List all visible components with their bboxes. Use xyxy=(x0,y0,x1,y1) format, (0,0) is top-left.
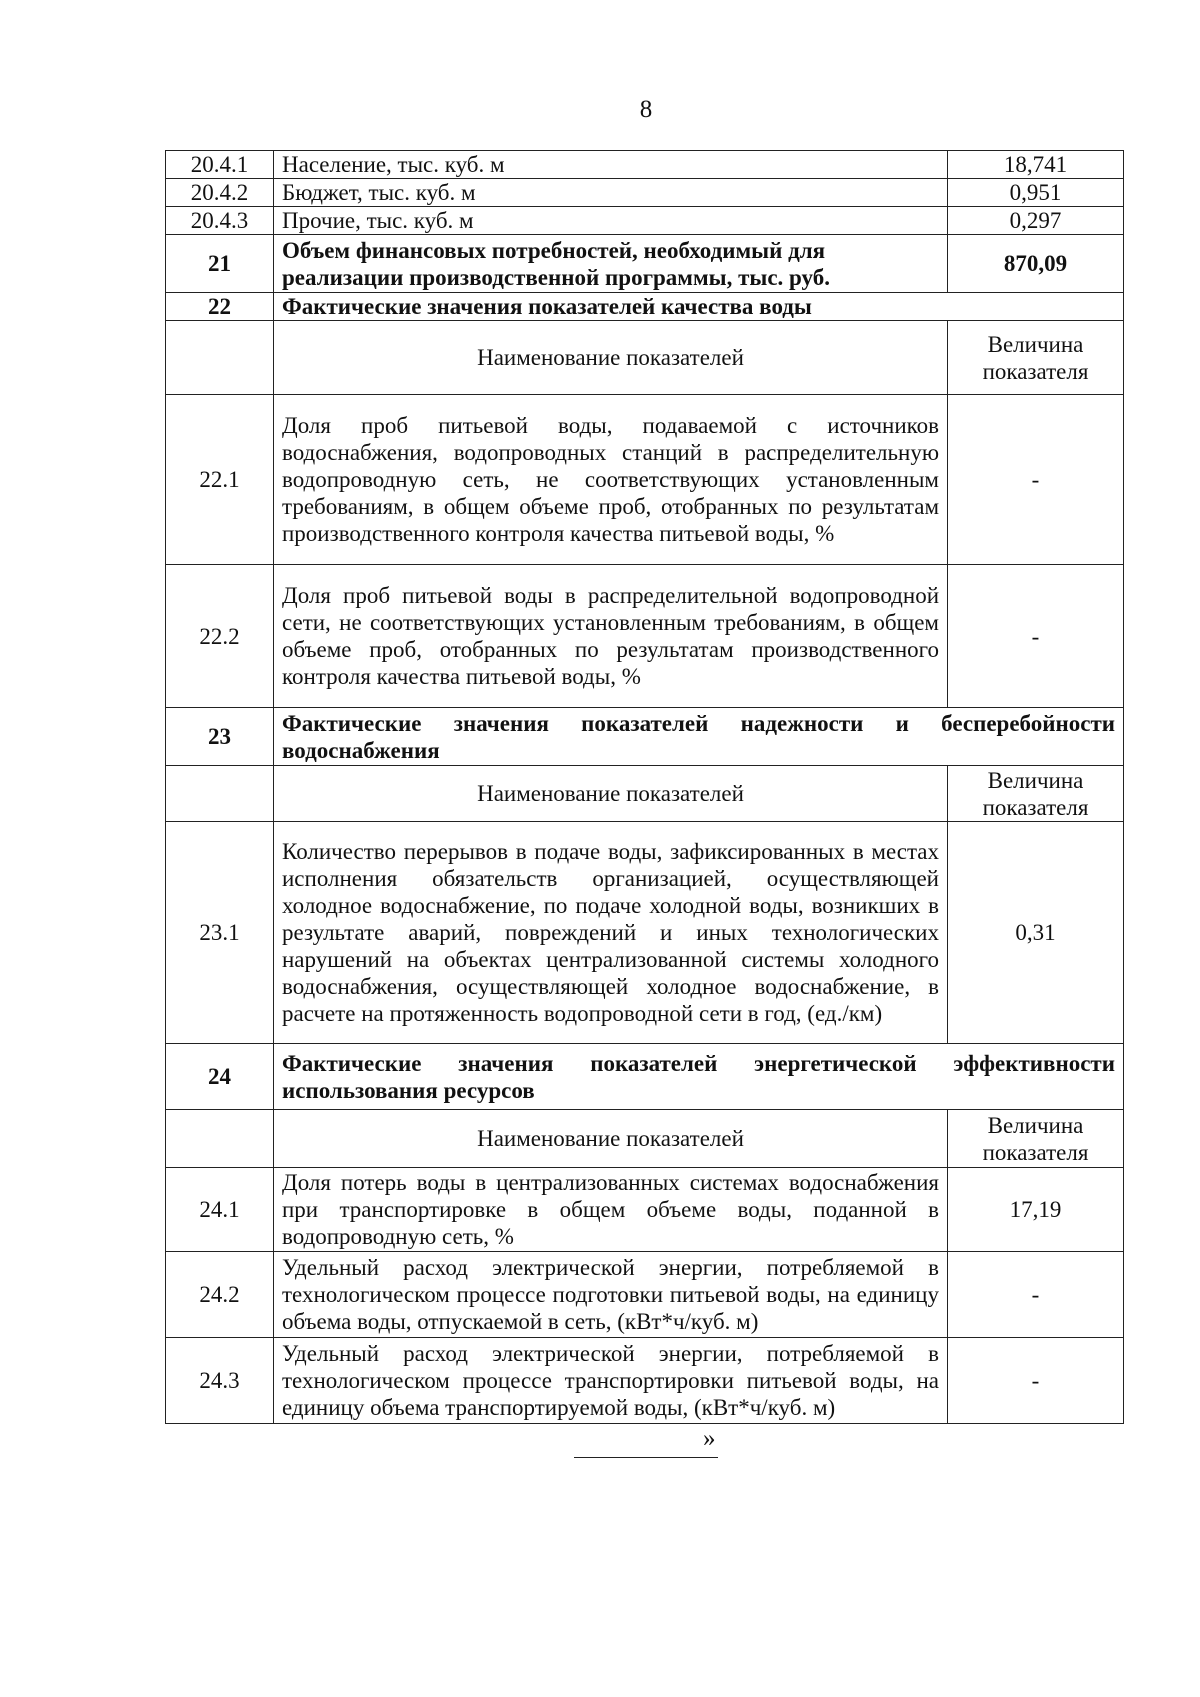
row-text: Удельный расход электрической энергии, потребляемой в технологическом процессе транспортировки питьевой воды, на единицу объема транспортируемой воды, (кВт*ч/куб. м) xyxy=(274,1338,948,1424)
section-number: 24 xyxy=(166,1044,274,1110)
table-row xyxy=(166,1168,1124,1252)
header-value: Величина показателя xyxy=(948,1110,1124,1168)
row-number: 20.4.1 xyxy=(166,151,274,179)
row-text: Удельный расход электрической энергии, потребляемой в технологическом процессе подготовки питьевой воды, на единицу объема воды, отпускаемой в сеть, (кВт*ч/куб. м) xyxy=(274,1252,948,1338)
header-row xyxy=(166,321,1124,395)
row-value: 0,297 xyxy=(948,207,1124,235)
header-number xyxy=(166,1110,274,1168)
row-number: 20.4.3 xyxy=(166,207,274,235)
row-number: 23.1 xyxy=(166,822,274,1044)
section-row xyxy=(166,708,1124,766)
section-title: Фактические значения показателей энергетической эффективности использования ресурсов xyxy=(274,1044,1124,1110)
row-text: Объем финансовых потребностей, необходимый для реализации производственной программы, тыс. руб. xyxy=(274,235,948,293)
table-row xyxy=(166,235,1124,293)
row-number: 24.3 xyxy=(166,1338,274,1424)
table-row xyxy=(166,1252,1124,1338)
row-number: 22.1 xyxy=(166,395,274,565)
header-name: Наименование показателей xyxy=(274,321,948,395)
row-text: Доля проб питьевой воды в распределительной водопроводной сети, не соответствующих установленным требованиям, в общем объеме проб, отобранных по результатам производственного контроля качества питьевой воды, % xyxy=(274,565,948,708)
table-row xyxy=(166,179,1124,207)
header-number xyxy=(166,321,274,395)
header-name: Наименование показателей xyxy=(274,1110,948,1168)
section-row xyxy=(166,293,1124,321)
row-value: 17,19 xyxy=(948,1168,1124,1252)
table-row xyxy=(166,395,1124,565)
row-text: Бюджет, тыс. куб. м xyxy=(274,179,948,207)
row-value: - xyxy=(948,395,1124,565)
closing-quote-mark: » xyxy=(703,1425,716,1452)
row-value: - xyxy=(948,1338,1124,1424)
header-value: Величина показателя xyxy=(948,321,1124,395)
section-row xyxy=(166,1044,1124,1110)
section-title: Фактические значения показателей качества воды xyxy=(274,293,1124,321)
row-text: Доля проб питьевой воды, подаваемой с источников водоснабжения, водопроводных станций в распределительную водопроводную сеть, не соответствующих установленным требованиям, в общем объеме проб, отобранных по результатам производственного контроля качества питьевой воды, % xyxy=(274,395,948,565)
row-value: 870,09 xyxy=(948,235,1124,293)
row-number: 24.2 xyxy=(166,1252,274,1338)
row-value: - xyxy=(948,1252,1124,1338)
table-row xyxy=(166,1338,1124,1424)
header-name: Наименование показателей xyxy=(274,766,948,822)
table-row xyxy=(166,822,1124,1044)
row-text: Население, тыс. куб. м xyxy=(274,151,948,179)
header-row xyxy=(166,1110,1124,1168)
row-value: 0,31 xyxy=(948,822,1124,1044)
row-number: 20.4.2 xyxy=(166,179,274,207)
row-value: - xyxy=(948,565,1124,708)
row-value: 18,741 xyxy=(948,151,1124,179)
section-number: 23 xyxy=(166,708,274,766)
section-number: 22 xyxy=(166,293,274,321)
table-row xyxy=(166,151,1124,179)
row-number: 24.1 xyxy=(166,1168,274,1252)
row-text: Количество перерывов в подаче воды, зафиксированных в местах исполнения обязательств организацией, осуществляющей холодное водоснабжение, по подаче холодной воды, возникших в результате аварий, повреждений и иных технологических нарушений на объектах централизованной системы холодного водоснабжения, осуществляющей холодное водоснабжение, в расчете на протяженность водопроводной сети в год, (ед./км) xyxy=(274,822,948,1044)
end-divider xyxy=(574,1457,718,1458)
header-number xyxy=(166,766,274,822)
table-row xyxy=(166,207,1124,235)
row-number: 22.2 xyxy=(166,565,274,708)
header-row xyxy=(166,766,1124,822)
indicators-table xyxy=(165,150,1124,1424)
row-text: Доля потерь воды в централизованных системах водоснабжения при транспортировке в общем объеме воды, поданной в водопроводную сеть, % xyxy=(274,1168,948,1252)
table-row xyxy=(166,565,1124,708)
page-number: 8 xyxy=(639,96,653,123)
header-value: Величина показателя xyxy=(948,766,1124,822)
row-number: 21 xyxy=(166,235,274,293)
row-value: 0,951 xyxy=(948,179,1124,207)
section-title: Фактические значения показателей надежности и бесперебойности водоснабжения xyxy=(274,708,1124,766)
row-text: Прочие, тыс. куб. м xyxy=(274,207,948,235)
